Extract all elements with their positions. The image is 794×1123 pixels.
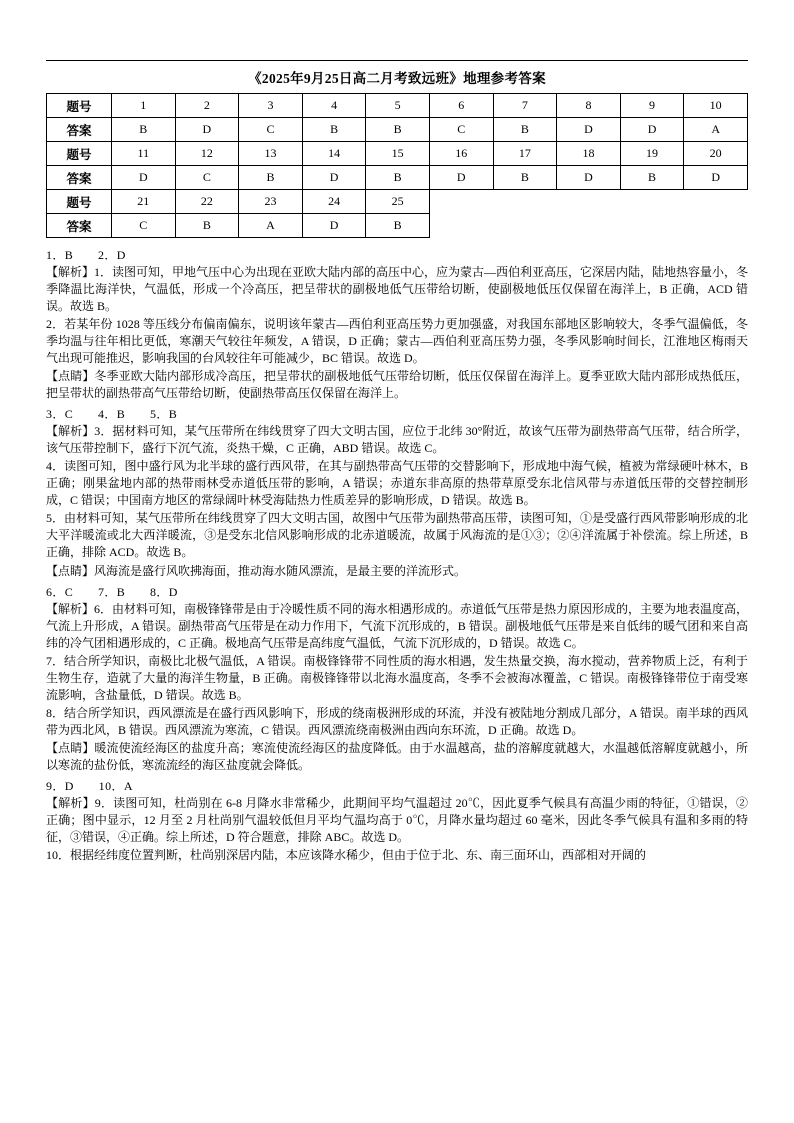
cell-answer: D: [112, 166, 176, 190]
cell-empty: [684, 214, 748, 238]
group-heading: 3．C 4．B 5．B: [46, 407, 178, 422]
cell-answer: A: [684, 118, 748, 142]
table-row: [47, 118, 748, 142]
cell-empty: [429, 214, 493, 238]
explanation-paragraph: 10．根据经纬度位置判断，杜尚别深居内陆，本应该降水稀少，但由于位于北、东、南三面环山，西部相对开阔的: [46, 847, 647, 862]
explanation-paragraph: 4．读图可知，图中盛行风为北半球的盛行西风带，在其与副热带高气压带的交替影响下，形成地中海气候，植被为常绿硬叶林木，B 正确；刚果盆地内部的热带雨林受赤道低压带的影响，A 错误；赤道东非高原的热带草原受东北信风带与赤道低压带的交替控制形成，C 错误；中国南方地区的常绿阔叶林受海陆热力性质差异的影响形成，D 错误。故选 B。: [46, 459, 748, 508]
explanation-paragraph: 8．结合所学知识，西风漂流是在盛行西风影响下，形成的绕南极洲形成的环流，并没有被陆地分割成几部分，A 错误。南半球的西风带为西北风，B 错误。西风漂流为寒流，C 错误。西风漂流绕南极洲由西向东环流，D 正确。故选 D。: [46, 705, 748, 737]
cell-answer: C: [239, 118, 303, 142]
cell-answer: D: [302, 166, 366, 190]
cell-answer: D: [684, 166, 748, 190]
explanation-paragraph: 【解析】6．由材料可知，南极锋锋带是由于冷暖性质不同的海水相遇形成的。赤道低气压带是热力原因形成的，主要为地表温度高，气流上升形成，A 错误。副热带高气压带是在动力作用下，气流下沉形成的，B 错误。副极地低气压带是来自低纬的暖气团和来自高纬的冷气团相遇形成的，C 正确。极地高气压带是高纬度气温低，气流下沉形成的，D 错误。故选 C。: [46, 601, 749, 650]
cell-empty: [557, 214, 621, 238]
cell-question: 15: [366, 142, 430, 166]
cell-empty: [684, 190, 748, 214]
cell-answer: B: [175, 214, 239, 238]
cell-answer: C: [175, 166, 239, 190]
cell-question: 12: [175, 142, 239, 166]
explanation-group: [46, 405, 748, 579]
cell-question: 19: [620, 142, 684, 166]
explanation-paragraph: 【点睛】暖流使流经海区的盐度升高；寒流使流经海区的盐度降低。由于水温越高，盐的溶解度就越大，水温越低溶解度就越小，所以寒流的盐份低，寒流流经的海区盐度就会降低。: [46, 740, 748, 772]
cell-answer: B: [493, 166, 557, 190]
cell-answer: D: [429, 166, 493, 190]
group-heading: 9．D 10．A: [46, 778, 133, 793]
cell-question: 24: [302, 190, 366, 214]
explanation-paragraph: 【点睛】风海流是盛行风吹拂海面，推动海水随风漂流，是最主要的洋流形式。: [46, 563, 467, 578]
explanation-paragraph: 2．若某年份 1028 等压线分布偏南偏东，说明该年蒙古—西伯利亚高压势力更加强盛，对我国东部地区影响较大，冬季气温偏低，冬季均温与往年相比更低，寒潮天气较往年频发，A 错误，D 正确；蒙古—西伯利亚高压势力强，冬季风影响时间长，江淮地区梅雨天气出现可能推迟，影响我国的台风较往年可能减少，BC 错误。故选 D。: [46, 317, 748, 366]
cell-question: 22: [175, 190, 239, 214]
cell-question: 3: [239, 94, 303, 118]
cell-empty: [493, 190, 557, 214]
table-row: [47, 166, 748, 190]
cell-question: 18: [557, 142, 621, 166]
answer-table: [46, 93, 748, 238]
row-label-answer: 答案: [47, 118, 112, 142]
page-title: 《2025年9月25日高二月考致远班》地理参考答案: [248, 71, 546, 86]
cell-question: 6: [429, 94, 493, 118]
cell-answer: B: [302, 118, 366, 142]
cell-answer: D: [175, 118, 239, 142]
cell-question: 10: [684, 94, 748, 118]
cell-question: 2: [175, 94, 239, 118]
explanation-paragraph: 5．由材料可知，某气压带所在纬线贯穿了四大文明古国，故图中气压带为副热带高压带，读图可知，①是受盛行西风带影响形成的北大平洋暖流或北大西洋暖流，③是受东北信风影响形成的北赤道暖流，故属于风海流的是①③；②④洋流属于补偿流。综上所述，B 正确，排除 ACD。故选 B。: [46, 511, 749, 560]
cell-question: 11: [112, 142, 176, 166]
cell-question: 13: [239, 142, 303, 166]
cell-answer: A: [239, 214, 303, 238]
cell-answer: D: [302, 214, 366, 238]
cell-answer: B: [366, 214, 430, 238]
group-heading: 6．C 7．B 8．D: [46, 584, 178, 599]
explanation-paragraph: 【解析】3．据材料可知，某气压带所在纬线贯穿了四大文明古国，应位于北纬 30°附近，故该气压带为副热带高气压带，结合所学，该气压带控制下，盛行下沉气流，炎热干燥，C 正确，ABD 错误。故选 C。: [46, 424, 748, 456]
cell-empty: [429, 190, 493, 214]
cell-answer: D: [557, 166, 621, 190]
cell-answer: B: [112, 118, 176, 142]
cell-question: 21: [112, 190, 176, 214]
cell-question: 20: [684, 142, 748, 166]
explanation-paragraph: 【解析】9．读图可知，杜尚别在 6-8 月降水非常稀少，此期间平均气温超过 20℃，因此夏季气候具有高温少雨的特征，①错误，②正确；图中显示，12 月至 2 月杜尚别气温较低但月平均气温均高于 0℃，月降水量均超过 60 毫米，因此冬季气候具有温和多雨的特征，③错误，④正确。综上所述，D 符合题意，排除 ABC。故选 D。: [46, 795, 748, 844]
cell-question: 25: [366, 190, 430, 214]
explanation-paragraph: 7．结合所学知识，南极比北极气温低，A 错误。南极锋锋带不同性质的海水相遇，发生热量交换，海水搅动，营养物质上泛，有利于生物生存，造就了大量的海洋生物量，B 正确。南极锋锋带以北海水温度高，冬季不会被海冰覆盖，C 错误。南极锋锋带位于南受寒流影响，含盐量低，D 错误。故选 B。: [46, 653, 748, 702]
cell-question: 23: [239, 190, 303, 214]
explanation-group: [46, 246, 748, 402]
cell-answer: B: [493, 118, 557, 142]
cell-answer: B: [366, 118, 430, 142]
answer-table-body: [47, 94, 748, 238]
cell-answer: D: [620, 118, 684, 142]
explanation-group: [46, 583, 748, 774]
cell-question: 4: [302, 94, 366, 118]
table-row: [47, 94, 748, 118]
row-label-question: 题号: [47, 142, 112, 166]
row-label-answer: 答案: [47, 214, 112, 238]
cell-question: 14: [302, 142, 366, 166]
explanation-paragraph: 【点睛】冬季亚欧大陆内部形成冷高压，把呈带状的副极地低气压带给切断，低压仅保留在海洋上。夏季亚欧大陆内部形成热低压，把呈带状的副热带高气压带给切断，使副热带高压仅保留在海洋上。: [46, 369, 748, 401]
explanation-paragraph: 【解析】1．读图可知，甲地气压中心为出现在亚欧大陆内部的高压中心，应为蒙古—西伯利亚高压，它深居内陆，陆地热容量小，冬季降温比海洋快，气温低，形成一个冷高压，把呈带状的副极地低气压带给切断，使副极地低压仅保留在海洋上，B 正确，ACD 错误。故选 B。: [46, 265, 749, 314]
cell-answer: C: [112, 214, 176, 238]
explanation-group: [46, 777, 748, 864]
row-label-question: 题号: [47, 94, 112, 118]
cell-answer: B: [239, 166, 303, 190]
cell-answer: B: [366, 166, 430, 190]
table-row: [47, 190, 748, 214]
cell-question: 1: [112, 94, 176, 118]
cell-answer: C: [429, 118, 493, 142]
group-heading: 1．B 2．D: [46, 248, 126, 262]
row-label-answer: 答案: [47, 166, 112, 190]
cell-empty: [493, 214, 557, 238]
cell-question: 9: [620, 94, 684, 118]
cell-answer: B: [620, 166, 684, 190]
row-label-question: 题号: [47, 190, 112, 214]
cell-question: 16: [429, 142, 493, 166]
cell-question: 8: [557, 94, 621, 118]
cell-empty: [557, 190, 621, 214]
cell-empty: [620, 190, 684, 214]
header-rule: [46, 60, 748, 61]
table-row: [47, 142, 748, 166]
cell-question: 5: [366, 94, 430, 118]
cell-empty: [620, 214, 684, 238]
cell-answer: D: [557, 118, 621, 142]
cell-question: 17: [493, 142, 557, 166]
cell-question: 7: [493, 94, 557, 118]
table-row: [47, 214, 748, 238]
